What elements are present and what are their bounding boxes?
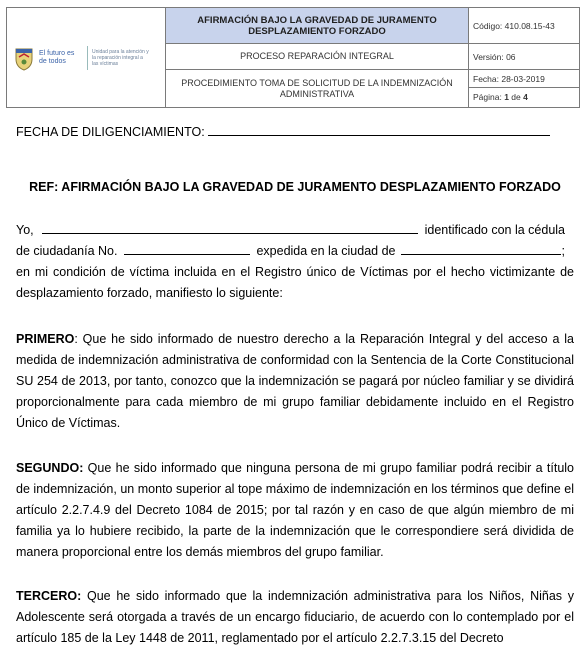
clause-label: TERCERO: [16, 589, 82, 603]
clause-tercero [16, 586, 574, 649]
document-header [6, 7, 580, 108]
intro-identified: identificado con la cédula [424, 223, 565, 237]
logo-divider [87, 46, 88, 70]
document-date: Fecha: 28-03-2019 [473, 74, 545, 84]
clause-primero [16, 329, 574, 434]
clause-text: : Que he sido informado de nuestro derecho a la Reparación Integral y del acceso a la medida de indemnización administrativa de conformidad con la Sentencia de la Corte Constitucional SU 254 de 2013, por tanto, conozco que la indemnización se pagará por núcleo familiar y se dividirá proporcionalmente para cada miembro de mi grupo familiar debidamente incluido en el Registro Único de Víctimas. [16, 332, 574, 430]
city-field[interactable] [401, 241, 561, 255]
logo-entity-name: Unidad para la atención y la reparación integral a las víctimas [92, 48, 149, 67]
logo-cell [7, 8, 166, 108]
reference-title: REF: AFIRMACIÓN BAJO LA GRAVEDAD DE JURAMENTO DESPLAZAMIENTO FORZADO [29, 180, 561, 194]
name-field[interactable] [42, 220, 418, 234]
intro-rest: en mi condición de víctima incluida en el Registro único de Víctimas por el hecho victimizante de desplazamiento forzado, manifiesto lo siguiente: [16, 265, 574, 300]
date-label: FECHA DE DILIGENCIAMIENTO: [16, 125, 205, 139]
page-of-label: de [508, 92, 524, 102]
clause-segundo [16, 458, 574, 563]
date-page-cell [469, 70, 580, 108]
colombia-shield-icon [13, 45, 35, 71]
page-indicator [469, 87, 579, 106]
process-name: PROCESO REPARACIÓN INTEGRAL [166, 44, 469, 70]
clause-text: Que he sido informado que la indemnización administrativa para los Niños, Niñas y Adolescente será otorgada a través de un encargo fiduciario, de acuerdo con lo contemplado por el artículo 185 de la Ley 1448 de 2011, reglamentado por el artículo 2.2.7.3.15 del Decreto [16, 589, 574, 645]
id-number-field[interactable] [124, 241, 250, 255]
intro-cc: de ciudadanía No. [16, 244, 118, 258]
intro-line-2 [16, 241, 574, 262]
document-version: Versión: 06 [469, 44, 580, 70]
page-label: Página: [473, 92, 505, 102]
document-code: Código: 410.08.15-43 [469, 8, 580, 44]
intro-yo: Yo, [16, 223, 34, 237]
entity-logo [7, 45, 165, 71]
clause-label: SEGUNDO: [16, 461, 84, 475]
intro-line-1 [16, 220, 574, 241]
declaration-intro [16, 220, 574, 304]
document-title: AFIRMACIÓN BAJO LA GRAVEDAD DE JURAMENTO DESPLAZAMIENTO FORZADO [166, 8, 469, 44]
page-total: 4 [523, 92, 528, 102]
clause-text: Que he sido informado que ninguna persona de mi grupo familiar podrá recibir a título de indemnización, un monto superior al tope máximo de indemnización en los términos que define el artículo 2.2.7.4.9 del Decreto 1084 de 2015; por tal razón y en caso de que algún miembro de mi familia ya lo hubiere recibido, la parte de la indemnización que le correspondiere será dividida de manera proporcional entre los demás miembros del grupo familiar. [16, 461, 574, 559]
page-number: 1 [504, 92, 509, 102]
date-field[interactable] [208, 122, 550, 136]
date-field-row [16, 122, 574, 143]
logo-slogan: El futuro es de todos [39, 49, 75, 65]
intro-issued: expedida en la ciudad de [256, 244, 396, 258]
intro-semicolon: ; [561, 244, 565, 258]
clause-label: PRIMERO [16, 332, 75, 346]
procedure-name: PROCEDIMIENTO TOMA DE SOLICITUD DE LA INDEMNIZACIÓN ADMINISTRATIVA [166, 70, 469, 108]
